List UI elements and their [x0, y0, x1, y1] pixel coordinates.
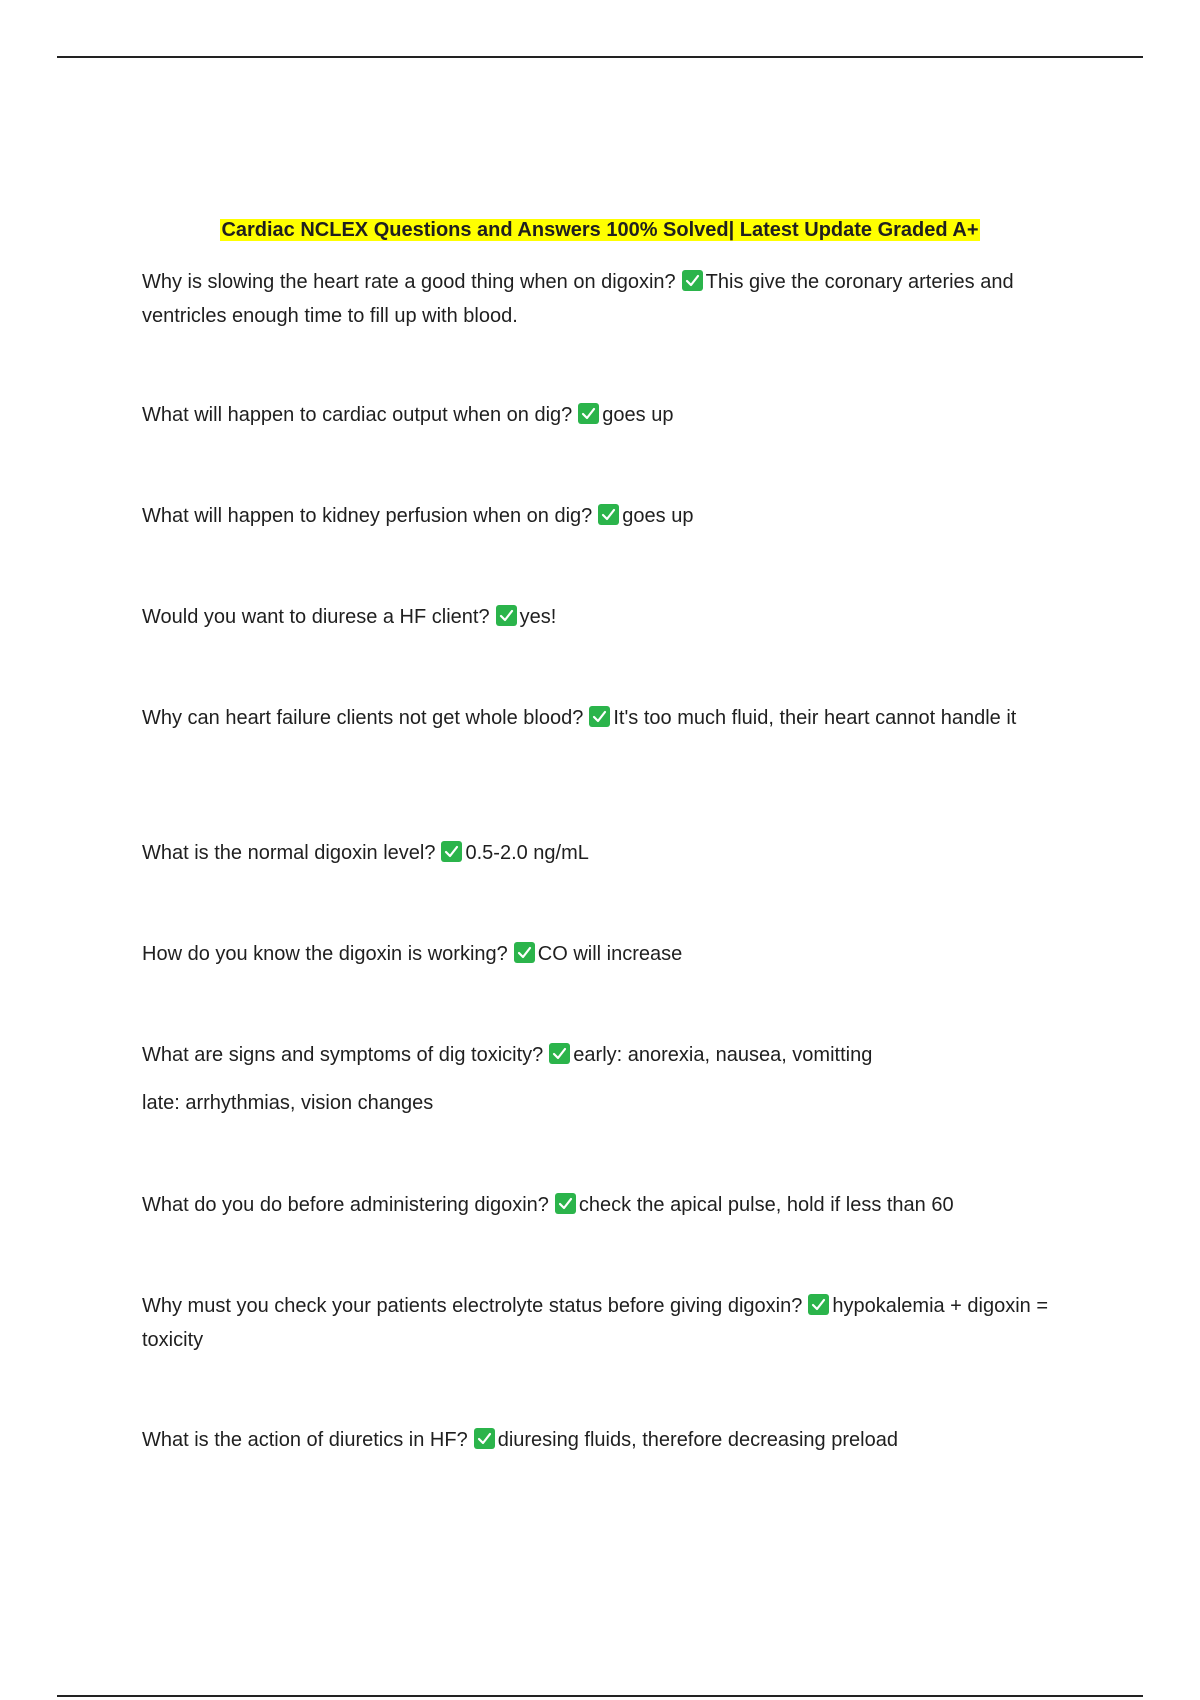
answer-text: This give the coronary arteries and ventricles enough time to fill up with blood. [142, 271, 1014, 327]
answer-text: 0.5-2.0 ng/mL [465, 842, 589, 864]
qa-item-6 [142, 836, 1062, 870]
answer-text: CO will increase [537, 943, 683, 965]
checkmark-icon [441, 841, 462, 862]
answer-text: early: anorexia, nausea, vomitting [573, 1044, 873, 1066]
question-text: Why must you check your patients electrolyte status before giving digoxin? [142, 1295, 803, 1317]
answer-text-line2: late: arrhythmias, vision changes [142, 1092, 434, 1114]
answer-text: goes up [622, 505, 694, 527]
answer-text: It's too much fluid, their heart cannot handle it [613, 707, 1017, 729]
qa-item-10 [142, 1289, 1062, 1357]
qa-item-1 [142, 265, 1062, 333]
qa-item-3 [142, 499, 1062, 533]
qa-item-7 [142, 937, 1062, 971]
qa-item-9 [142, 1188, 1062, 1222]
checkmark-icon [682, 270, 703, 291]
checkmark-icon [589, 706, 610, 727]
question-text: What will happen to cardiac output when on dig? [142, 404, 573, 426]
checkmark-icon [496, 605, 517, 626]
qa-item-11 [142, 1423, 1062, 1457]
checkmark-icon [578, 403, 599, 424]
answer-text: hypokalemia + digoxin = toxicity [142, 1295, 1049, 1351]
qa-item-2 [142, 398, 1062, 432]
answer-text: check the apical pulse, hold if less than 60 [578, 1194, 954, 1216]
question-text: Why is slowing the heart rate a good thing when on digoxin? [142, 271, 676, 293]
document-title-text: Cardiac NCLEX Questions and Answers 100% Solved| Latest Update Graded A+ [221, 219, 979, 241]
question-text: What will happen to kidney perfusion when on dig? [142, 505, 593, 527]
qa-item-5 [142, 701, 1062, 735]
answer-text: diuresing fluids, therefore decreasing preload [497, 1429, 898, 1451]
checkmark-icon [555, 1193, 576, 1214]
question-text: What is the action of diuretics in HF? [142, 1429, 468, 1451]
checkmark-icon [808, 1294, 829, 1315]
checkmark-icon [514, 942, 535, 963]
checkmark-icon [474, 1428, 495, 1449]
answer-text: goes up [602, 404, 674, 426]
answer-text: yes! [519, 606, 557, 628]
question-text: What do you do before administering digoxin? [142, 1194, 549, 1216]
top-divider [57, 56, 1143, 58]
bottom-divider [57, 1695, 1143, 1697]
question-text: How do you know the digoxin is working? [142, 943, 508, 965]
qa-item-4 [142, 600, 1062, 634]
checkmark-icon [598, 504, 619, 525]
document-title [0, 216, 1200, 244]
checkmark-icon [549, 1043, 570, 1064]
question-text: Would you want to diurese a HF client? [142, 606, 490, 628]
question-text: Why can heart failure clients not get whole blood? [142, 707, 584, 729]
question-text: What are signs and symptoms of dig toxicity? [142, 1044, 544, 1066]
qa-item-8 [142, 1038, 1062, 1120]
question-text: What is the normal digoxin level? [142, 842, 436, 864]
